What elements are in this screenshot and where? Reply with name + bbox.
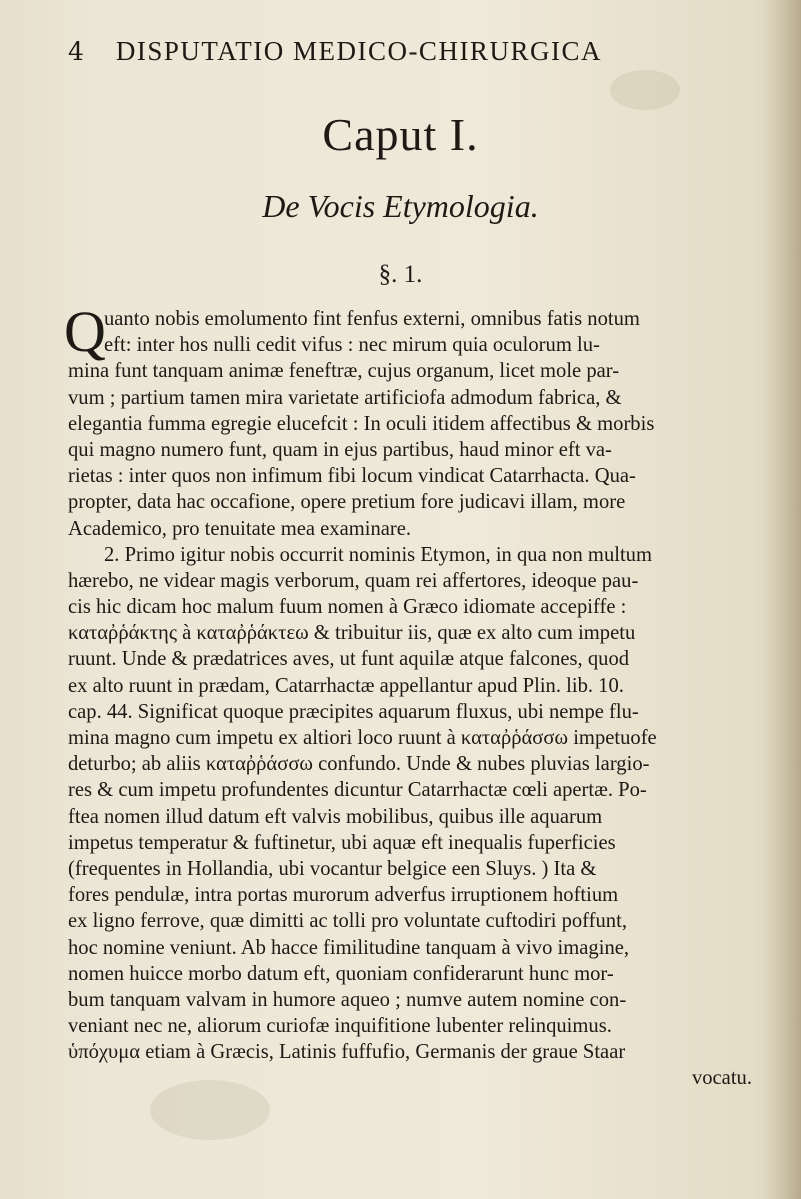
text-line: impetus temperatur & fuftinetur, ubi aquæ eft inequalis fuperficies [68, 831, 616, 854]
catchword: vocatu. [691, 1067, 752, 1090]
text-line: ex alto ruunt in prædam, Catarrhactæ appellantur apud Plin. lib. 10. [68, 674, 624, 697]
running-head [68, 36, 602, 67]
text-line: rietas : inter quos non infimum fibi locum vindicat Catarrhacta. Qua- [68, 465, 636, 488]
text-line: καταῤῥάκτης à καταῤῥάκτεω & tribuitur iis, quæ ex alto cum impetu [68, 622, 636, 645]
text-line: ex ligno ferrove, quæ dimitti ac tolli pro voluntate cuftodiri poffunt, [68, 910, 627, 933]
text-line: ftea nomen illud datum eft valvis mobilibus, quibus ille aquarum [68, 805, 603, 828]
text-line: hærebo, ne videar magis verborum, quam rei affertores, ideoque pau- [68, 569, 639, 592]
text-line: qui magno numero funt, quam in ejus partibus, haud minor eft va- [68, 438, 612, 461]
text-line: Academico, pro tenuitate mea examinare. [68, 517, 412, 540]
text-line: veniant nec ne, aliorum curiofæ inquifitione lubenter relinquimus. [68, 1015, 612, 1038]
text-line: eft: inter hos nulli cedit vifus : nec mirum quia oculorum lu- [104, 334, 600, 357]
text-line: (frequentes in Hollandia, ubi vocantur belgice een Sluys. ) Ita & [68, 857, 597, 880]
chapter-title: Caput I. [322, 109, 479, 160]
text-line: bum tanquam valvam in humore aqueo ; numve autem nomine con- [68, 988, 627, 1011]
running-title: DISPUTATIO MEDICO-CHIRURGICA [115, 36, 602, 66]
paper-stain [610, 70, 680, 110]
page-number: 4 [68, 37, 85, 66]
text-line: mina funt tanquam animæ feneftræ, cujus organum, licet mole par- [68, 360, 620, 383]
body-text [64, 299, 792, 1092]
text-line: ὑπόχυμα etiam à Græcis, Latinis fuffufio, Germanis der graue Staar [68, 1041, 626, 1064]
drop-cap: Q [64, 299, 106, 364]
text-line: elegantia fumma egregie elucefcit : In oculi itidem affectibus & morbis [68, 412, 655, 435]
text-line: 2. Primo igitur nobis occurrit nominis Etymon, in qua non multum [104, 543, 652, 566]
chapter-subtitle: De Vocis Etymologia. [262, 188, 539, 224]
text-line: hoc nomine veniunt. Ab hacce fimilitudine tanquam à vivo imagine, [68, 936, 630, 959]
text-line: propter, data hac occafione, opere pretium fore judicavi illam, more [68, 491, 626, 514]
text-line: mina magno cum impetu ex altiori loco ruunt à καταῤῥάσσω impetuofe [68, 727, 657, 749]
text-line: deturbo; ab aliis καταῤῥάσσω confundo. Unde & nubes pluvias largio- [68, 753, 650, 776]
text-line: res & cum impetu profundentes dicuntur Catarrhactæ cœli apertæ. Po- [68, 779, 647, 802]
section-marker: §. 1. [378, 261, 423, 288]
text-line: vum ; partium tamen mira varietate artificiofa admodum fabrica, & [68, 386, 622, 409]
text-line: cis hic dicam hoc malum fuum nomen à Græco idiomate accepiffe : [68, 596, 627, 619]
text-line: Q uanto nobis emolumento fint fenfus externi, omnibus fatis notum [64, 299, 640, 364]
text-line: nomen huicce morbo datum eft, quoniam confiderarunt hunc mor- [68, 962, 614, 985]
text-line: fores pendulæ, intra portas murorum adverfus irruptionem hoftium [68, 884, 619, 907]
text-line: ruunt. Unde & prædatrices aves, ut funt aquilæ atque falcones, quod [68, 648, 630, 671]
text-line: cap. 44. Significat quoque præcipites aquarum fluxus, ubi nempe flu- [68, 700, 639, 723]
